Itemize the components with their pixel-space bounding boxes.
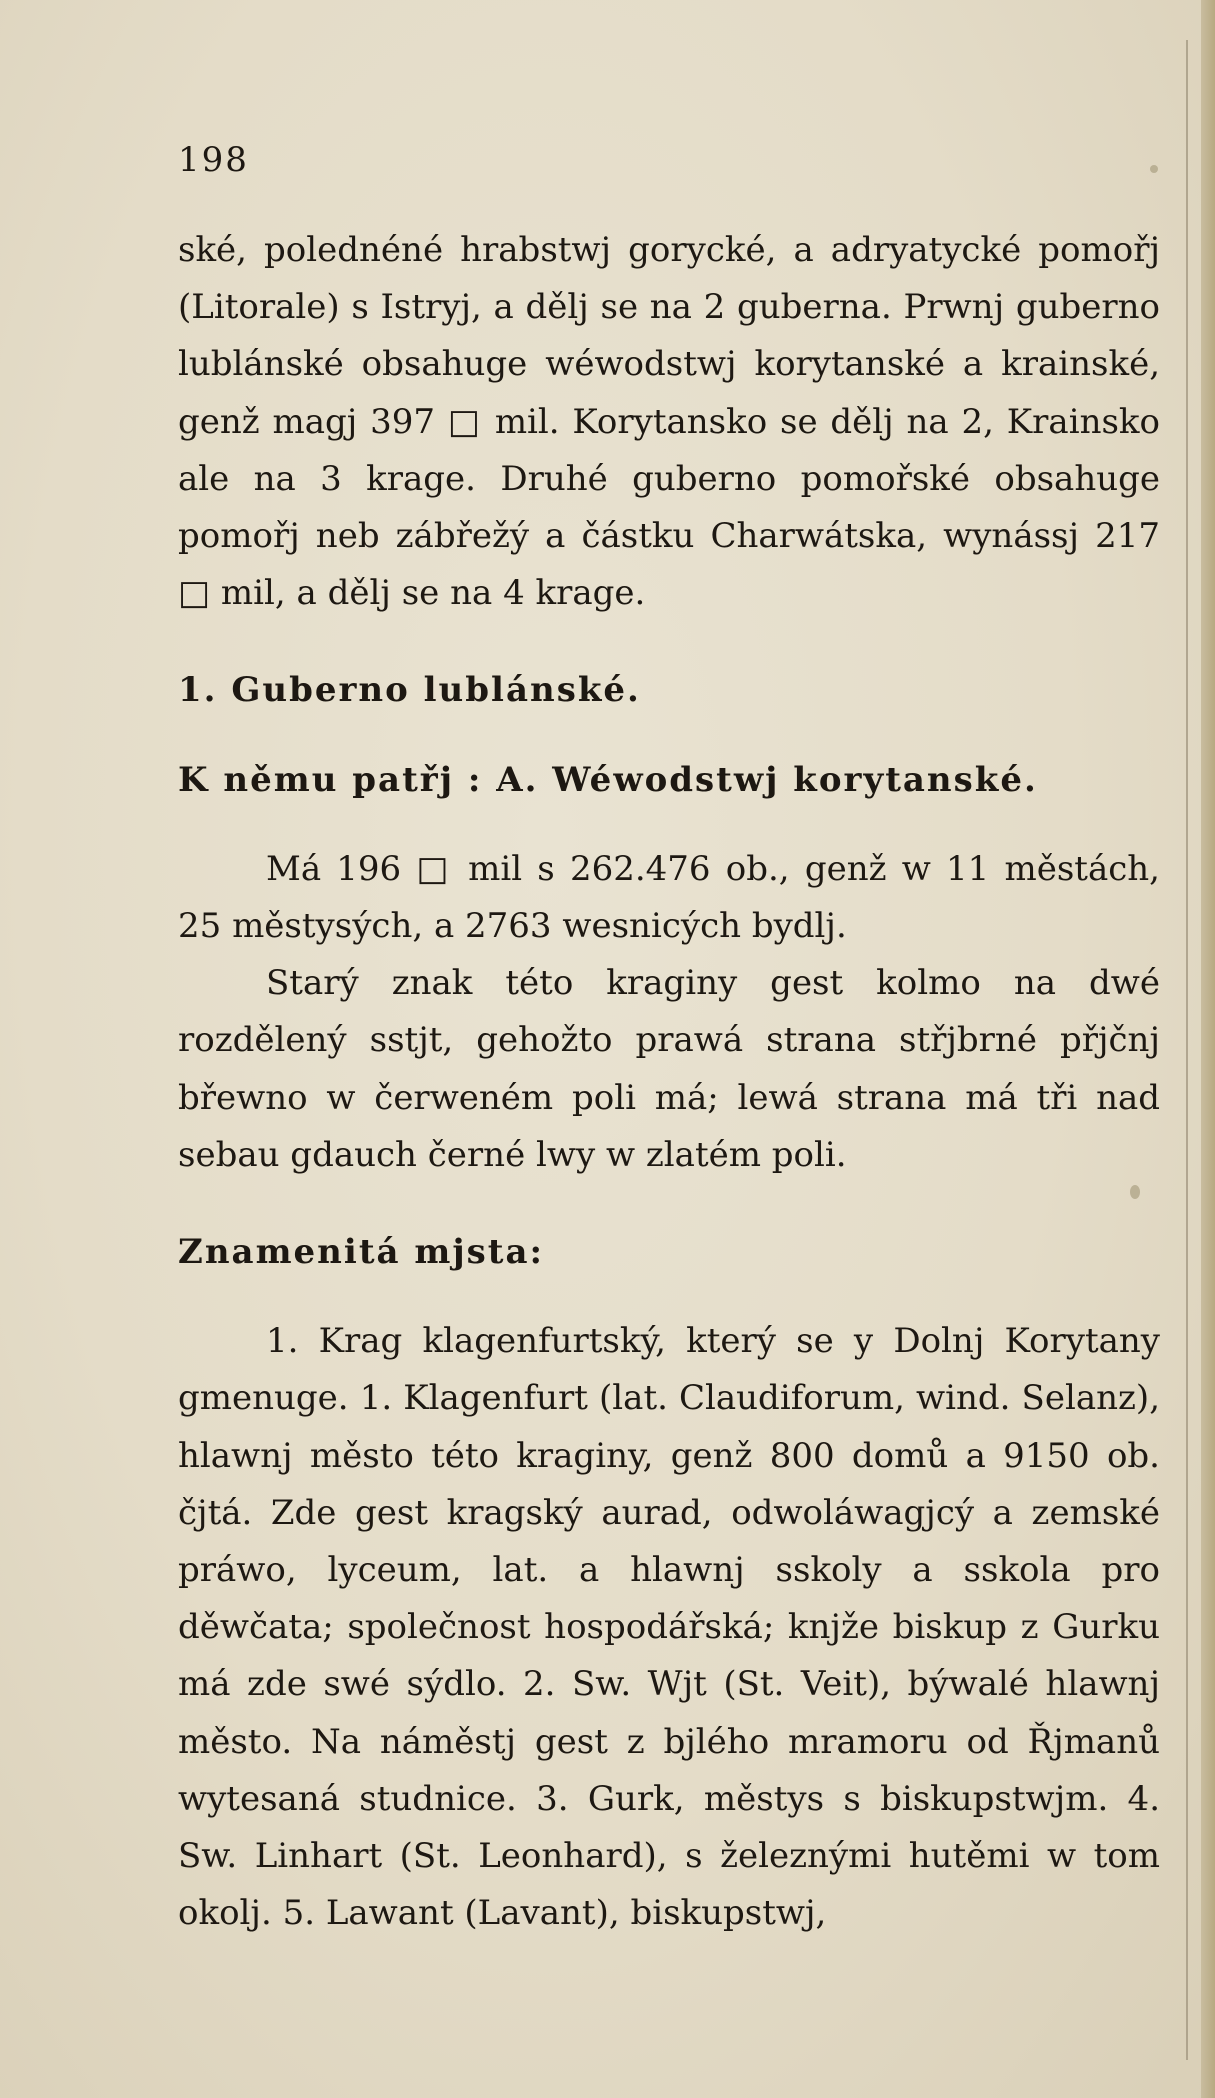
sub-heading: K němu patřj : A. Wéwodstwj korytanské. [178,759,1038,800]
spacer [178,809,1160,841]
intro-paragraph: ské, polednéné hrabstwj gorycké, a adryatycké pomořj (Litorale) s Istryj, a dělj se na 2 guberna. Prwnj guberno lublánské obsahuge wéwodstwj korytanské a krainské, genž magj 397 □ mil. Korytansko se dělj na 2, Krainsko ale na 3 krage. Druhé guberno pomořské obsahuge pomořj neb zábřežý a částku Charwátska, wynássj 217 □ mil, a dělj se na 4 krage. [178,230,1160,614]
page-fold-line [1186,40,1188,2060]
page-edge [1201,0,1215,2098]
places-heading: Znamenitá mjsta: [178,1232,545,1273]
spacer [178,1184,1160,1224]
arms-paragraph: Starý znak této kraginy gest kolmo na dwé rozdělený sstjt, gehožto prawá strana střjbrné přjčnj břewno w čerweném poli má; lewá strana má tři nad sebau gdauch černé lwy w zlatém poli. [178,963,1160,1175]
page-number: 198 [178,140,249,180]
ink-speck [1150,165,1158,173]
page-body [178,222,1160,1942]
spacer [178,622,1160,662]
places-paragraph: 1. Krag klagenfurtský, který se y Dolnj Korytany gmenuge. 1. Klagenfurt (lat. Claudiforum, wind. Selanz), hlawnj město této kraginy, genž 800 domů a 9150 ob. čjtá. Zde gest kragský aurad, odwoláwagjcý a zemské práwo, lyceum, lat. a hlawnj sskoly a sskola pro děwčata; společnost hospodářská; knjže biskup z Gurku má zde swé sýdlo. 2. Sw. Wjt (St. Veit), býwalé hlawnj město. Na náměstj gest z bjlého mramoru od Řjmanů wytesaná studnice. 3. Gurk, městys s biskupstwjm. 4. Sw. Linhart (St. Leonhard), s železnými hutěmi w tom okolj. 5. Lawant (Lavant), biskupstwj, [178,1321,1160,1934]
stats-paragraph: Má 196 □ mil s 262.476 ob., genž w 11 městách, 25 městysých, a 2763 wesnicých bydlj. [178,848,1160,947]
spacer [178,720,1160,752]
section-heading: 1. Guberno lublánské. [178,670,641,711]
spacer [178,1281,1160,1313]
